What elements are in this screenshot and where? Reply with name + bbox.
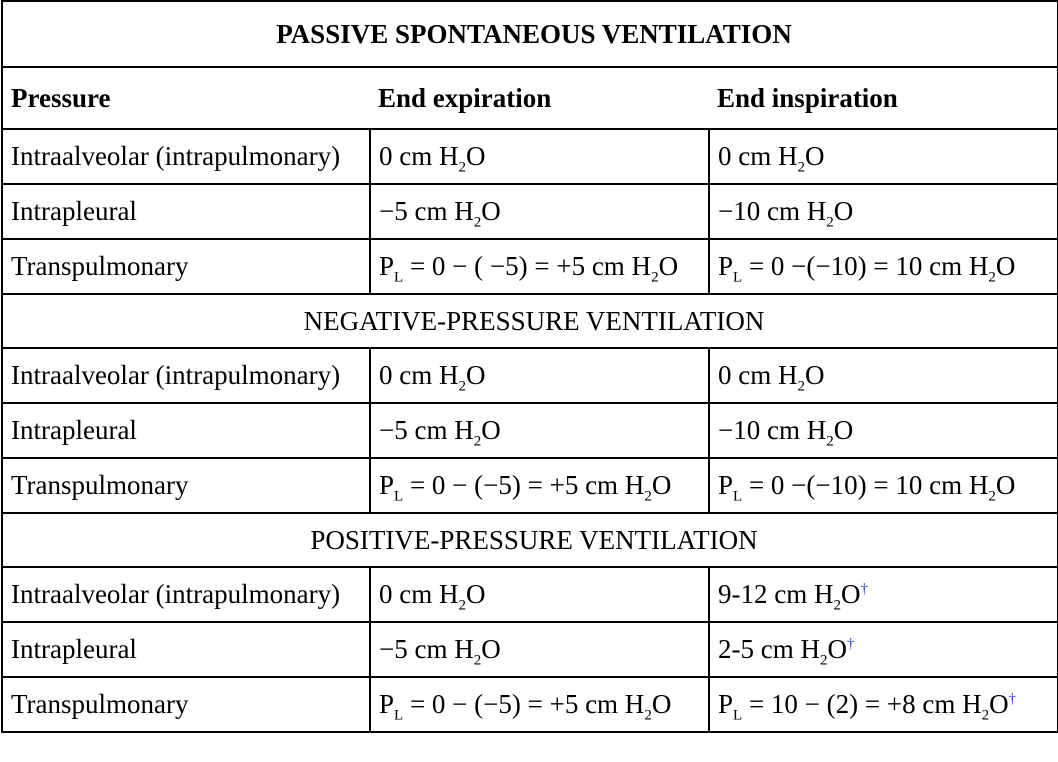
table-row <box>2 239 1058 294</box>
end-expiration-value: −5 cm $H_2O$ <box>370 184 709 239</box>
row-label: Transpulmonary <box>2 677 370 732</box>
row-label: Intraalveolar (intrapulmonary) <box>2 129 370 184</box>
header-end-inspiration: End inspiration <box>709 67 1058 129</box>
footnote-dagger: † <box>846 636 855 652</box>
end-inspiration-value: $P_L = 0 -(-10) = 10$ cm $H_2O$ <box>709 239 1058 294</box>
row-label: Intrapleural <box>2 184 370 239</box>
section-header-row <box>2 294 1058 348</box>
end-inspiration-value: 0 cm $H_2O$ <box>709 129 1058 184</box>
row-label: Intraalveolar (intrapulmonary) <box>2 348 370 403</box>
end-inspiration-value: $P_L = 10 - (2) = +8$ cm $H_2O^\dagger$ <box>709 677 1058 732</box>
table-header-row <box>2 67 1058 129</box>
table-row <box>2 403 1058 458</box>
end-expiration-value: $P_L = 0 - (-5) = +5$ cm $H_2O$ <box>370 458 709 513</box>
end-inspiration-value: 9-12 cm $H_2O^\dagger$ <box>709 567 1058 622</box>
end-inspiration-value: −10 cm $H_2O$ <box>709 403 1058 458</box>
end-expiration-value: 0 cm $H_2O$ <box>370 129 709 184</box>
end-expiration-value: 0 cm $H_2O$ <box>370 567 709 622</box>
footnote-dagger: † <box>1008 691 1017 707</box>
end-inspiration-value: 0 cm $H_2O$ <box>709 348 1058 403</box>
header-pressure: Pressure <box>2 67 370 129</box>
row-label: Transpulmonary <box>2 458 370 513</box>
row-label: Intrapleural <box>2 403 370 458</box>
table-row <box>2 458 1058 513</box>
row-label: Intraalveolar (intrapulmonary) <box>2 567 370 622</box>
header-end-expiration: End expiration <box>370 67 709 129</box>
end-expiration-value: −5 cm $H_2O$ <box>370 622 709 677</box>
ventilation-pressure-table <box>1 0 1058 733</box>
table-title: PASSIVE SPONTANEOUS VENTILATION <box>2 1 1058 67</box>
section-title: NEGATIVE-PRESSURE VENTILATION <box>2 294 1058 348</box>
table-row <box>2 184 1058 239</box>
table-row <box>2 129 1058 184</box>
end-expiration-value: $P_L = 0$ − ( −5) = +5 cm $H_2O$ <box>370 239 709 294</box>
table-row <box>2 348 1058 403</box>
end-inspiration-value: 2-5 cm $H_2O^\dagger$ <box>709 622 1058 677</box>
end-expiration-value: 0 cm $H_2O$ <box>370 348 709 403</box>
table-row <box>2 567 1058 622</box>
row-label: Intrapleural <box>2 622 370 677</box>
table-title-row <box>2 1 1058 67</box>
section-title: POSITIVE-PRESSURE VENTILATION <box>2 513 1058 567</box>
table-row <box>2 622 1058 677</box>
end-expiration-value: $P_L = 0 - (-5) = +5$ cm $H_2O$ <box>370 677 709 732</box>
end-inspiration-value: −10 cm $H_2O$ <box>709 184 1058 239</box>
end-inspiration-value: $P_L = 0 -(-10) = 10$ cm $H_2O$ <box>709 458 1058 513</box>
section-header-row <box>2 513 1058 567</box>
end-expiration-value: −5 cm $H_2O$ <box>370 403 709 458</box>
row-label: Transpulmonary <box>2 239 370 294</box>
table-row <box>2 677 1058 732</box>
footnote-dagger: † <box>860 581 868 597</box>
